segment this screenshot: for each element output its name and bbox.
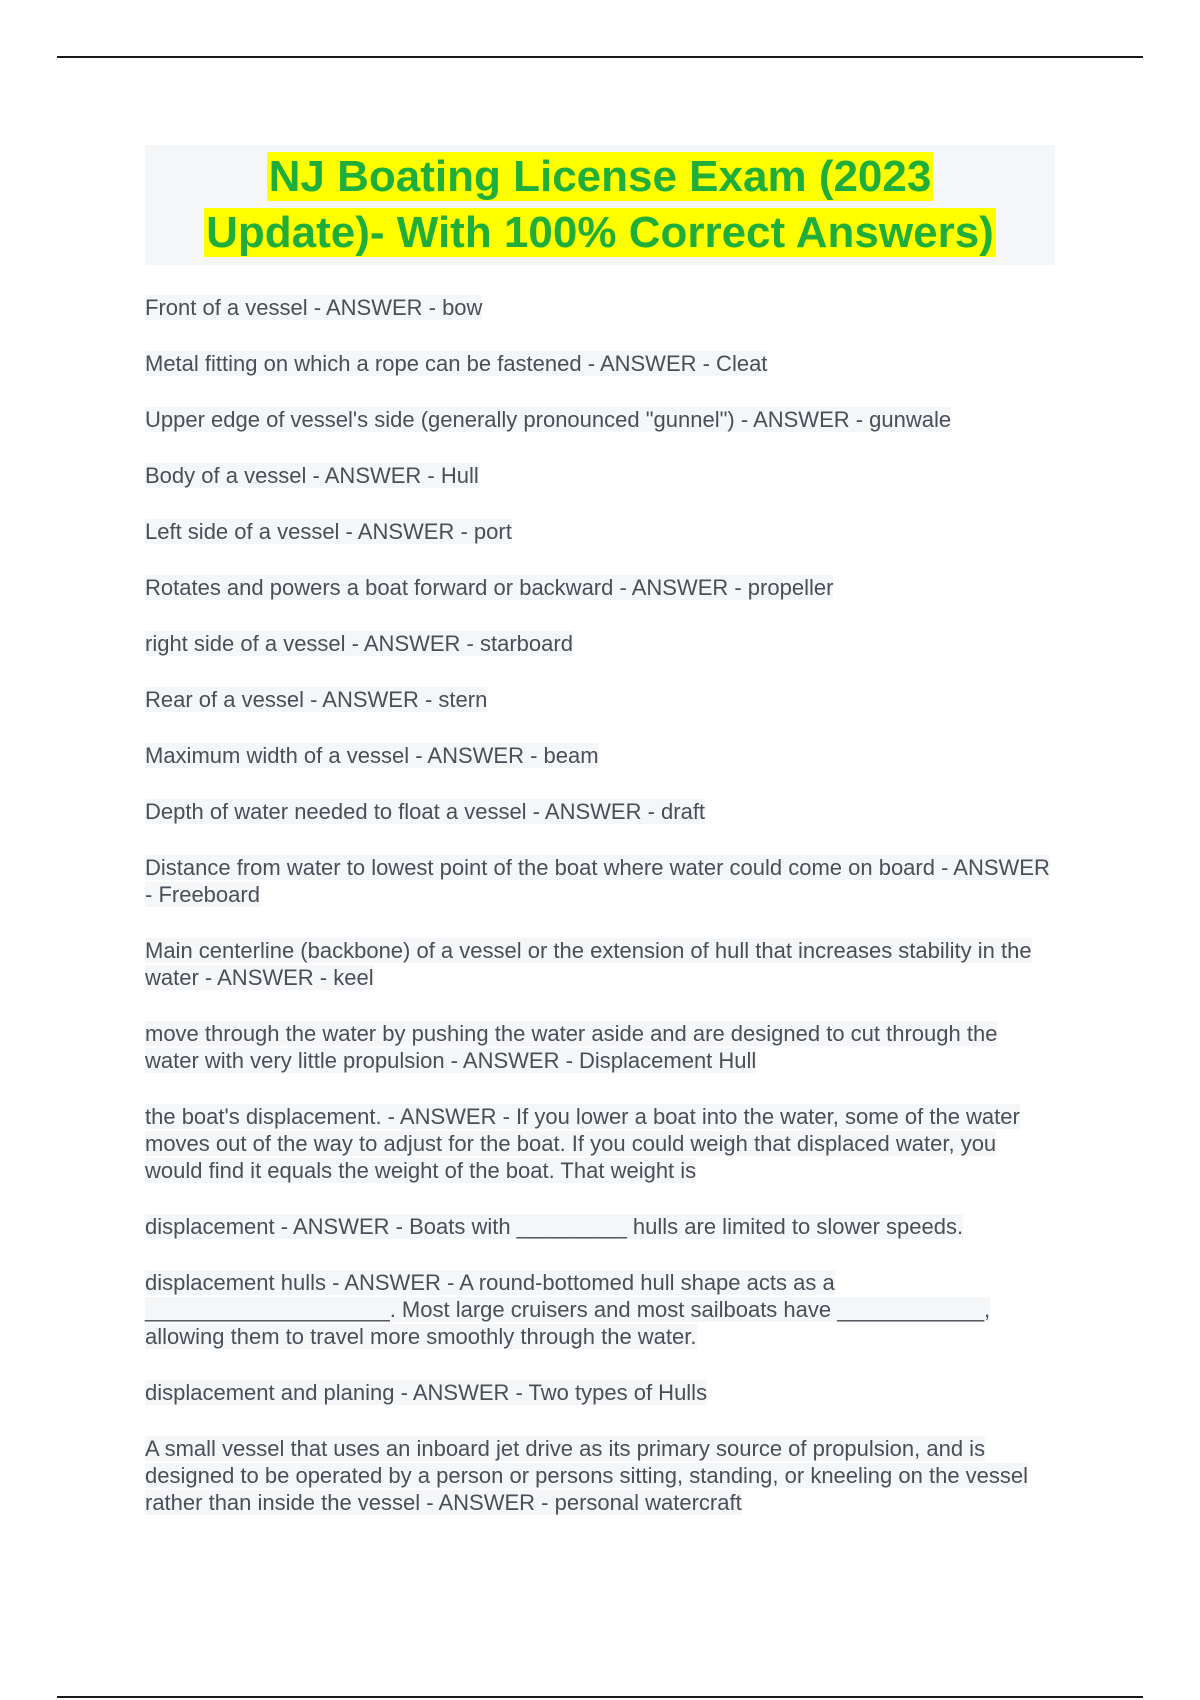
qa-text: Rear of a vessel - ANSWER - stern: [145, 687, 488, 712]
qa-text: Metal fitting on which a rope can be fastened - ANSWER - Cleat: [145, 351, 768, 376]
qa-item: [145, 294, 1055, 321]
document-body: [145, 145, 1055, 1545]
qa-item: [145, 518, 1055, 545]
qa-text: Front of a vessel - ANSWER - bow: [145, 295, 483, 320]
document-title: [145, 149, 1055, 261]
qa-item: [145, 462, 1055, 489]
qa-text: right side of a vessel - ANSWER - starboard: [145, 631, 573, 656]
qa-text: the boat's displacement. - ANSWER - If you lower a boat into the water, some of the water moves out of the way to adjust for the boat. If you could weigh that displaced water, you would find it equals the weight of the boat. That weight is: [145, 1104, 1020, 1183]
qa-list: [145, 294, 1055, 1516]
qa-text: move through the water by pushing the water aside and are designed to cut through the water with very little propulsion - ANSWER - Displacement Hull: [145, 1021, 998, 1073]
qa-text: Rotates and powers a boat forward or backward - ANSWER - propeller: [145, 575, 834, 600]
qa-item: [145, 1435, 1055, 1516]
qa-item: [145, 1269, 1055, 1350]
qa-text: displacement - ANSWER - Boats with _________ hulls are limited to slower speeds.: [145, 1214, 964, 1239]
bottom-rule: [57, 1696, 1143, 1698]
qa-text: Upper edge of vessel's side (generally pronounced "gunnel") - ANSWER - gunwale: [145, 407, 952, 432]
qa-text: displacement and planing - ANSWER - Two types of Hulls: [145, 1380, 708, 1405]
qa-text: Left side of a vessel - ANSWER - port: [145, 519, 512, 544]
title-line-1: NJ Boating License Exam (2023: [268, 152, 932, 201]
qa-text: Depth of water needed to float a vessel - ANSWER - draft: [145, 799, 706, 824]
qa-item: [145, 630, 1055, 657]
qa-item: [145, 1379, 1055, 1406]
qa-item: [145, 854, 1055, 908]
qa-item: [145, 1020, 1055, 1074]
top-rule: [57, 56, 1143, 58]
title-box: [145, 145, 1055, 265]
qa-text: Body of a vessel - ANSWER - Hull: [145, 463, 479, 488]
qa-item: [145, 350, 1055, 377]
qa-text: Maximum width of a vessel - ANSWER - beam: [145, 743, 599, 768]
qa-item: [145, 686, 1055, 713]
title-line-2: Update)- With 100% Correct Answers): [206, 208, 994, 257]
qa-item: [145, 1103, 1055, 1184]
qa-text: A small vessel that uses an inboard jet drive as its primary source of propulsion, and is designed to be operated by a person or persons sitting, standing, or kneeling on the vessel rather than inside the vessel - ANSWER - personal watercraft: [145, 1436, 1029, 1515]
qa-text: Main centerline (backbone) of a vessel or the extension of hull that increases stability in the water - ANSWER - keel: [145, 938, 1032, 990]
qa-text: displacement hulls - ANSWER - A round-bottomed hull shape acts as a ____________________. Most large cruisers and most sailboats have ____________, allowing them to travel more smoothly through the water.: [145, 1270, 991, 1349]
qa-text: Distance from water to lowest point of the boat where water could come on board - ANSWER - Freeboard: [145, 855, 1050, 907]
qa-item: [145, 937, 1055, 991]
qa-item: [145, 798, 1055, 825]
qa-item: [145, 742, 1055, 769]
qa-item: [145, 406, 1055, 433]
qa-item: [145, 574, 1055, 601]
qa-item: [145, 1213, 1055, 1240]
